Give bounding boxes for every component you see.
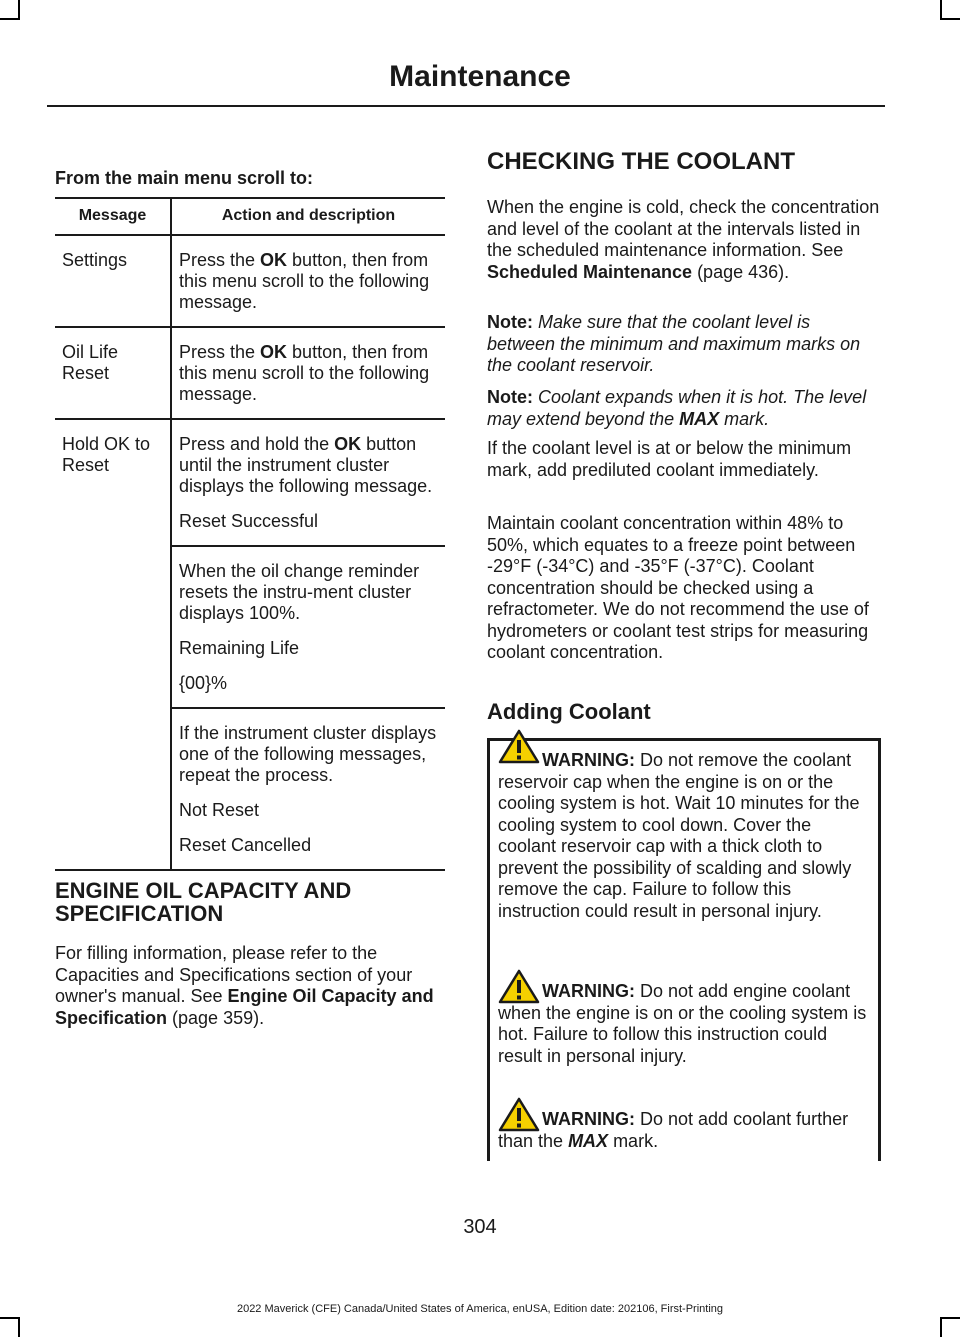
display-message: Reset Cancelled <box>179 835 312 855</box>
coolant-concentration-text: Maintain coolant concentration within 48% to 50%, which equates to a freeze point between -29°F (-34°C) and -35°F (-37°C). Coolant concentration should be checked using a refractometer. We do not recommend the use of hydrometers or coolant test strips for measuring coolant concentration. <box>487 513 869 662</box>
crop-mark <box>0 1317 20 1319</box>
message-table <box>55 197 445 871</box>
adding-coolant-heading: Adding Coolant <box>487 699 651 724</box>
action-cell: Press the OK button, then from this menu scroll to the following message. <box>171 327 445 419</box>
page-number: 304 <box>463 1216 497 1238</box>
coolant-intro: When the engine is cold, check the concentration and level of the coolant at the intervals listed in the scheduled maintenance information. See Scheduled Maintenance (page 436). <box>487 197 880 282</box>
message-cell: Oil Life Reset <box>55 327 171 419</box>
coolant-level-text: If the coolant level is at or below the minimum mark, add prediluted coolant immediately. <box>487 438 852 480</box>
column-header-action: Action and description <box>171 198 445 235</box>
action-step: When the oil change reminder resets the instru-ment cluster displays 100%. Remaining Life {00}% <box>172 547 445 709</box>
oil-capacity-heading: ENGINE OIL CAPACITY AND SPECIFICATION <box>55 878 352 926</box>
display-message: Not Reset <box>179 800 260 820</box>
table-intro: From the main menu scroll to: <box>55 168 314 188</box>
action-cell <box>171 419 445 870</box>
warning-box <box>487 738 881 1161</box>
header-divider <box>47 105 885 107</box>
oil-capacity-text: For filling information, please refer to the Capacities and Specifications section of your owner's manual. See Engine Oil Capacity and Specification (page 359). <box>55 943 434 1028</box>
page-title: Maintenance <box>389 60 571 93</box>
crop-mark <box>940 18 960 20</box>
warning-item: WARNING: Do not remove the coolant reservoir cap when the engine is on or the cooling system is hot. Wait 10 minutes for the cooling system to cool down. Cover the coolant reservoir cap with a thick cloth to prevent the possibility of scalding and slowly remove the cap. Failure to follow this instruction could result in personal injury. <box>498 741 868 922</box>
display-message: Remaining Life <box>179 638 300 658</box>
warning-item: WARNING: Do not add coolant further than the MAX mark. <box>498 1109 868 1152</box>
crop-mark <box>18 1319 20 1337</box>
crop-mark <box>940 1319 942 1337</box>
message-cell: Settings <box>55 235 171 327</box>
table-row <box>55 235 445 327</box>
crop-mark <box>940 0 942 18</box>
oil-capacity-link[interactable]: Engine Oil Capacity and Specification <box>55 986 434 1028</box>
coolant-note: Note: Make sure that the coolant level is between the minimum and maximum marks on the coolant reservoir. <box>487 312 861 375</box>
table-row <box>55 327 445 419</box>
display-message: Reset Successful <box>179 511 319 531</box>
column-header-message: Message <box>55 198 171 235</box>
warning-icon <box>498 968 540 1005</box>
scheduled-maintenance-link[interactable]: Scheduled Maintenance <box>487 261 693 282</box>
action-step: If the instrument cluster displays one of the following messages, repeat the process. Not Reset Reset Cancelled <box>172 709 445 869</box>
crop-mark <box>940 1317 960 1319</box>
coolant-heading: CHECKING THE COOLANT <box>487 148 795 175</box>
message-cell: Hold OK to Reset <box>55 419 171 870</box>
table-row <box>55 419 445 870</box>
crop-mark <box>0 18 20 20</box>
warning-item: WARNING: Do not add engine coolant when the engine is on or the cooling system is hot. Failure to follow this instruction could result in personal injury. <box>498 981 868 1067</box>
crop-mark <box>18 0 20 18</box>
action-step: Press and hold the OK button until the instrument cluster displays the following message. Reset Successful <box>172 420 445 547</box>
action-cell: Press the OK button, then from this menu scroll to the following message. <box>171 235 445 327</box>
footer-text: 2022 Maverick (CFE) Canada/United States of America, enUSA, Edition date: 202106, First-Printing <box>236 1303 724 1315</box>
coolant-note: Note: Coolant expands when it is hot. The level may extend beyond the MAX mark. <box>487 387 867 429</box>
display-message: {00}% <box>179 673 228 693</box>
warning-icon <box>498 728 540 765</box>
warning-icon <box>498 1096 540 1133</box>
